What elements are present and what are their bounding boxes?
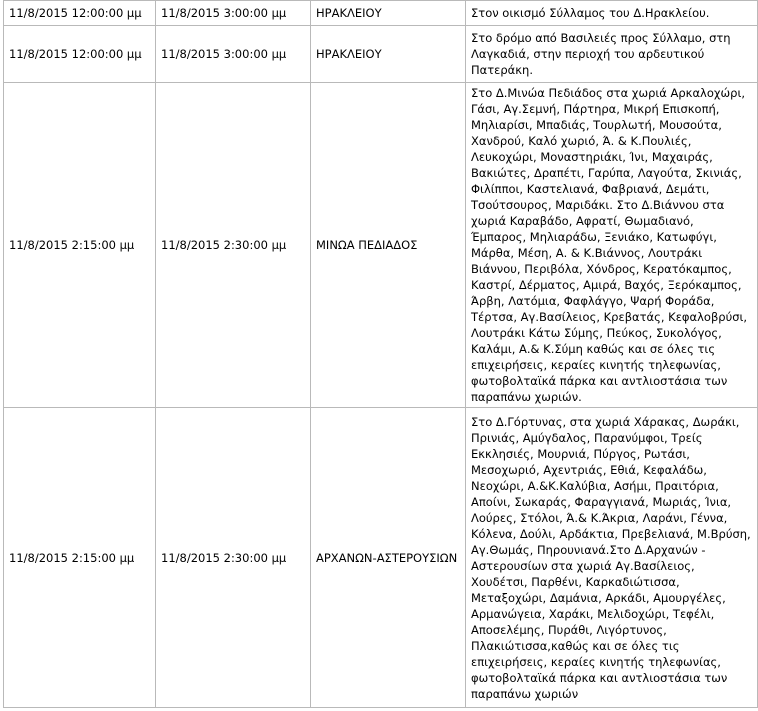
outage-region-cell: ΜΙΝΩΑ ΠΕΔΙΑΔΟΣ [311, 83, 466, 408]
outage-area-cell: Στο Δ.Γόρτυνας, στα χωριά Χάρακας, Δωράκι, Πρινιάς, Αμύγδαλος, Παρανύμφοι, Τρείς Εκκλησιές, Μουρνιά, Πύργος, Ρωτάσι, Μεσοχωριό, Αχεντριάς, Εθιά, Κεφαλάδω, Νεοχώρι, Α.&Κ.Καλύβια, Ασήμι, Πραιτόρια, Αποίνι, Σωκαράς, Φαραγγιανά, Μωριάς, Ίνια, Λούρες, Στόλοι, Ά.& Κ.Άκρια, Λαράνι, Γέννα, Κόλενα, Δούλι, Αρδάκτια, Πρεβελιανά, Μ.Βρύση, Αγ.Θωμάς, Πηρουνιανά.Στο Δ.Αρχανών - Αστερουσίων στα χωριά Αγ.Βασίλειος, Χουδέτσι, Παρθένι, Καρκαδιώτισσα, Μεταξοχώρι, Δαμάνια, Αρκάδι, Αμουργέλες, Αρμανώγεια, Χαράκι, Μελιδοχώρι, Τεφέλι, Αποσελέμης, Πυράθι, Λιγόρτυνος, Πλακιώτισσα,καθώς και σε όλες τις επιχειρήσεις, κεραίες κινητής τηλεφωνίας, φωτοβολταϊκά πάρκα και αντλιοστάσια των παραπάνω χωριών [466, 408, 758, 708]
outage-end-cell: 11/8/2015 2:30:00 μμ [156, 408, 311, 708]
outage-start-cell: 11/8/2015 2:15:00 μμ [4, 83, 156, 408]
outage-start-cell: 11/8/2015 12:00:00 μμ [4, 26, 156, 83]
table-row [4, 26, 758, 83]
outage-area-cell: Στο Δ.Μινώα Πεδιάδος στα χωριά Αρκαλοχώρι, Γάσι, Αγ.Σεμνή, Πάρτηρα, Μικρή Επισκοπή, Μηλιαρίσι, Μπαδιάς, Τουρλωτή, Μουσούτα, Χανδρού, Καλό χωριό, Ά. & Κ.Πουλιές, Λευκοχώρι, Μοναστηριάκι, Ίνι, Μαχαιράς, Βακιώτες, Δραπέτι, Γαρύπα, Λαγούτα, Σκινιάς, Φιλίπποι, Καστελιανά, Φαβριανά, Δεμάτι, Τσούτσουρος, Μαριδάκι. Στο Δ.Βιάννου στα χωριά Καραβάδο, Αφρατί, Θωμαδιανό, Έμπαρος, Μηλιαράδω, Ξενιάκο, Κατωφύγι, Μάρθα, Μέση, Α. & Κ.Βιάννος, Λουτράκι Βιάννου, Περιβόλα, Χόνδρος, Κερατόκαμπος, Καστρί, Δέρματος, Αμιρά, Βαχός, Ξερόκαμπος, Άρβη, Λατόμια, Φαφλάγγο, Ψαρή Φοράδα, Τέρτσα, Αγ.Βασίλειος, Κρεβατάς, Κεφαλοβρύσι, Λουτράκι Κάτω Σύμης, Πεύκος, Συκολόγος, Καλάμι, Α.& Κ.Σύμη καθώς και σε όλες τις επιχειρήσεις, κεραίες κινητής τηλεφωνίας, φωτοβολταϊκά πάρκα και αντλιοστάσια των παραπάνω χωριών. [466, 83, 758, 408]
table-row [4, 408, 758, 708]
outage-region-cell: ΗΡΑΚΛΕΙΟΥ [311, 26, 466, 83]
table-row [4, 83, 758, 408]
power-outage-table [3, 0, 758, 708]
outage-end-cell: 11/8/2015 3:00:00 μμ [156, 1, 311, 26]
outage-end-cell: 11/8/2015 2:30:00 μμ [156, 83, 311, 408]
outage-region-cell: ΗΡΑΚΛΕΙΟΥ [311, 1, 466, 26]
table-row [4, 1, 758, 26]
outage-start-cell: 11/8/2015 12:00:00 μμ [4, 1, 156, 26]
outage-start-cell: 11/8/2015 2:15:00 μμ [4, 408, 156, 708]
outage-end-cell: 11/8/2015 3:00:00 μμ [156, 26, 311, 83]
outage-area-cell: Στο δρόμο από Βασιλειές προς Σύλλαμο, στη Λαγκαδιά, στην περιοχή του αρδευτικού Πατεράκη. [466, 26, 758, 83]
outage-region-cell: ΑΡΧΑΝΩΝ-ΑΣΤΕΡΟΥΣΙΩΝ [311, 408, 466, 708]
outage-area-cell: Στον οικισμό Σύλλαμος του Δ.Ηρακλείου. [466, 1, 758, 26]
